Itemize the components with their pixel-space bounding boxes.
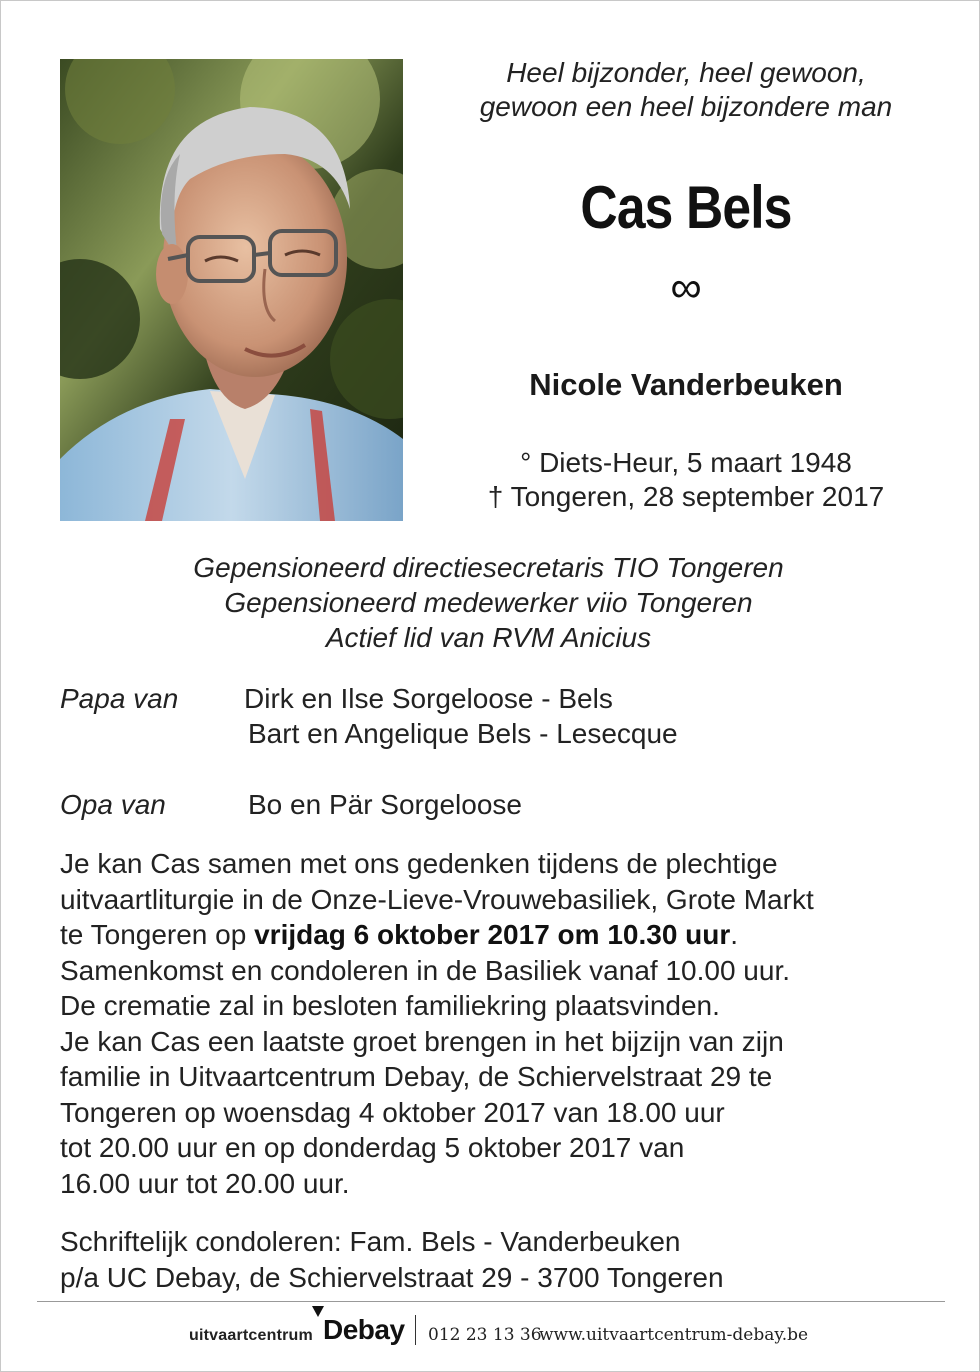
ceremony-line: uitvaartliturgie in de Onze-Lieve-Vrouwebasiliek, Grote Markt	[60, 883, 814, 915]
death-info: † Tongeren, 28 september 2017	[487, 481, 885, 512]
ceremony-line: familie in Uitvaartcentrum Debay, de Schiervelstraat 29 te	[60, 1061, 773, 1092]
ceremony-line-post: .	[730, 919, 739, 950]
ceremony-line: Je kan Cas een laatste groet brengen in het bijzijn van zijn	[60, 1025, 784, 1057]
papa-value: Bart en Angelique Bels - Lesecque	[248, 718, 678, 749]
condolence-line: Schriftelijk condoleren: Fam. Bels - Vanderbeuken	[60, 1226, 681, 1257]
brand-name: Debay	[323, 1314, 405, 1345]
motto-line-2: gewoon een heel bijzondere man	[479, 91, 893, 122]
portrait-illustration	[60, 59, 403, 521]
ceremony-text	[60, 846, 940, 1201]
deceased-name: Cas Bels	[580, 174, 792, 241]
ceremony-line-pre: te Tongeren op	[60, 919, 255, 950]
role-line: Gepensioneerd medewerker viio Tongeren	[224, 587, 753, 618]
role-line: Gepensioneerd directiesecretaris TIO Tongeren	[193, 552, 784, 583]
role-line: Actief lid van RVM Anicius	[325, 622, 652, 653]
brand-prefix: uitvaartcentrum	[189, 1327, 313, 1344]
motto-line-1: Heel bijzonder, heel gewoon,	[506, 57, 866, 88]
portrait-photo	[60, 59, 403, 521]
papa-value: Dirk en Ilse Sorgeloose - Bels	[244, 683, 613, 714]
opa-label: Opa van	[60, 789, 166, 820]
footer-website: www.uitvaartcentrum-debay.be	[539, 1325, 809, 1345]
opa-value: Bo en Pär Sorgeloose	[248, 789, 522, 820]
footer-divider	[37, 1301, 945, 1302]
infinity-icon: ∞	[670, 263, 702, 312]
partner-name: Nicole Vanderbeuken	[529, 367, 843, 402]
ceremony-line: tot 20.00 uur en op donderdag 5 oktober 2017 van	[60, 1132, 685, 1163]
footer-separator	[415, 1315, 416, 1345]
ceremony-date-highlight: vrijdag 6 oktober 2017 om 10.30 uur	[254, 919, 731, 950]
ceremony-line: Samenkomst en condoleren in de Basiliek vanaf 10.00 uur.	[60, 954, 791, 986]
papa-label: Papa van	[60, 683, 179, 714]
ceremony-line: Tongeren op woensdag 4 oktober 2017 van 18.00 uur	[60, 1096, 725, 1128]
condolence-text	[60, 1224, 940, 1296]
ceremony-line: Je kan Cas samen met ons gedenken tijdens de plechtige	[60, 848, 778, 879]
footer-phone: 012 23 13 36	[428, 1325, 542, 1345]
ceremony-line	[60, 917, 940, 953]
ceremony-line: De crematie zal in besloten familiekring plaatsvinden.	[60, 990, 720, 1021]
condolence-line: p/a UC Debay, de Schiervelstraat 29 - 3700 Tongeren	[60, 1262, 724, 1293]
ceremony-line: 16.00 uur tot 20.00 uur.	[60, 1167, 350, 1199]
birth-info: ° Diets-Heur, 5 maart 1948	[520, 447, 852, 478]
